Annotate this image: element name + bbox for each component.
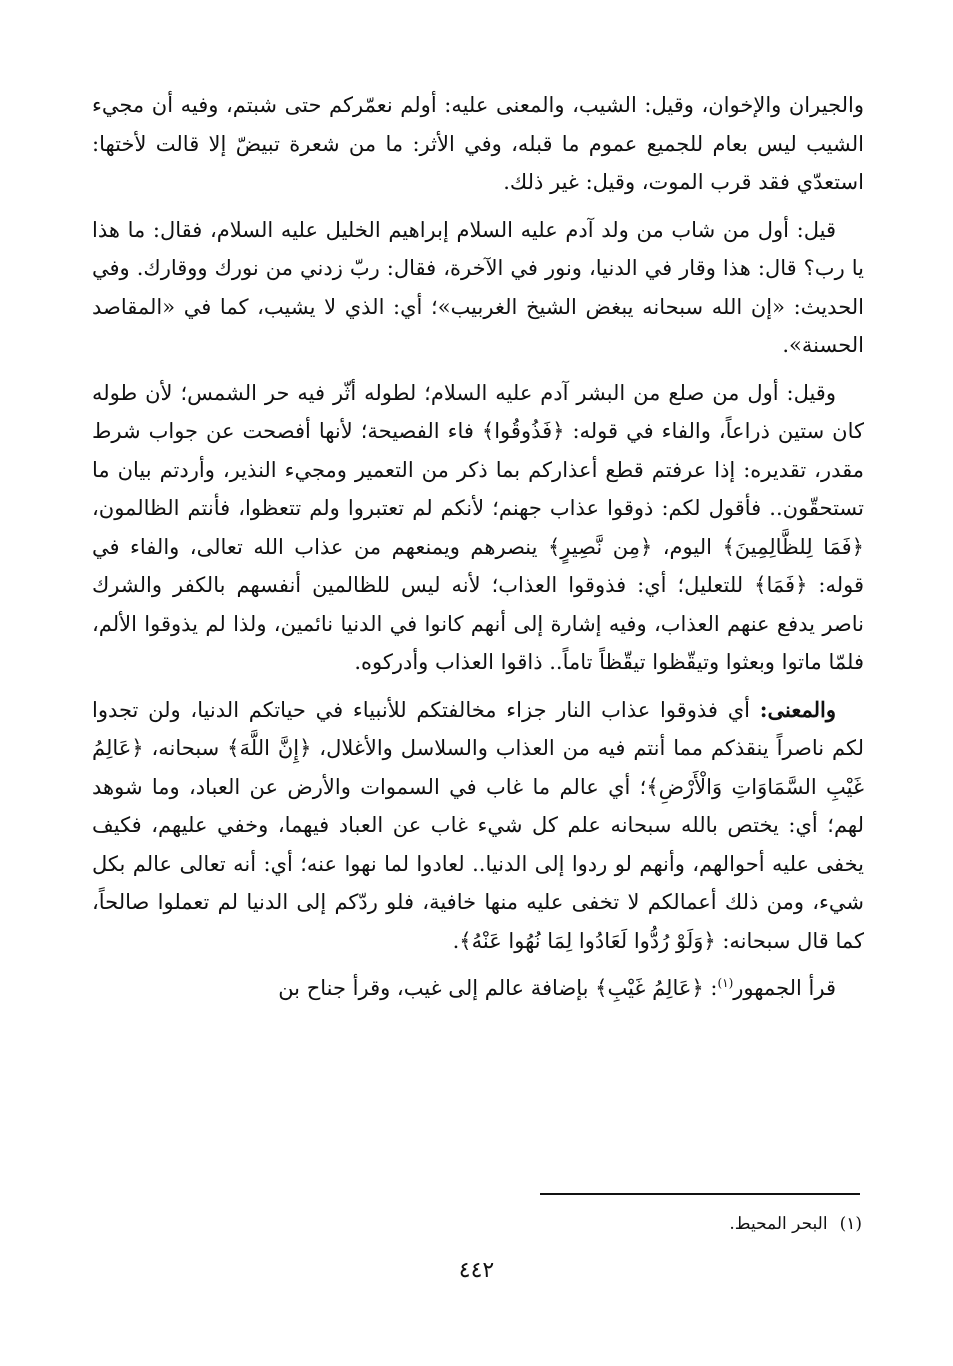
paragraph-4-lead: والمعنى: <box>759 696 836 722</box>
footnote-reference[interactable]: (١) <box>717 976 734 990</box>
footnote <box>520 1210 862 1238</box>
paragraph-2 <box>92 211 864 365</box>
paragraph-5-text-a: قرأ الجمهور <box>733 976 836 1000</box>
paragraph-5-text-b: : ﴿عَالِمُ غَيْبِ﴾ بإضافة عالم إلى غيب، وقرأ جناح بن <box>278 976 718 1000</box>
page-number: ٤٤٢ <box>458 1258 495 1283</box>
footnote-divider <box>540 1193 860 1195</box>
paragraph-4 <box>92 691 864 961</box>
paragraph-1-text: والجيران والإخوان، وقيل: الشيب، والمعنى عليه: أولم نعمّركم حتى شبتم، وفيه أن مجيء الشيب ليس بعام للجميع عموم ما قبله، وفي الأثر: ما من شعرة تبيضّ إلا قالت لأختها: استعدّي فقد قرب الموت، وقيل: غير ذلك. <box>92 93 864 194</box>
paragraph-3 <box>92 374 864 682</box>
footnote-text: البحر المحيط. <box>729 1214 828 1234</box>
paragraph-2-text: قيل: أول من شاب من ولد آدم عليه السلام إبراهيم الخليل عليه السلام، فقال: ما هذا يا رب؟ قال: هذا وقار في الدنيا، ونور في الآخرة، فقال: ربّ زدني من نورك ووقارك. وفي الحديث: «إن الله سبحانه يبغض الشيخ الغربيب»؛ أي: الذي لا يشيب، كما في «المقاصد الحسنة». <box>92 217 864 357</box>
paragraph-3-text: وقيل: أول من صلع من البشر آدم عليه السلام؛ لطوله أثّر فيه حر الشمس؛ لأن طوله كان ستين ذراعاً، والفاء في قوله: ﴿فَذُوقُوا﴾ فاء الفصيحة؛ لأنها أفصحت عن جواب شرط مقدر، تقديره: إذا عرفتم قطع أعذاركم بما ذكر من التعمير ومجيء النذير، وأردتم بيان ما تستحقّون.. فأقول لكم: ذوقوا عذاب جهنم؛ لأنكم لم تعتبروا ولم تتعظوا، فأنتم الظالمون، ﴿فَمَا لِلظَّالِمِينَ﴾ اليوم، ﴿مِن نَّصِيرٍ﴾ ينصرهم ويمنعهم من عذاب الله تعالى، والفاء في قوله: ﴿فَمَا﴾ للتعليل؛ أي: فذوقوا العذاب؛ لأنه ليس للظالمين أنفسهم بالكفر والشرك ناصر يدفع عنهم العذاب، وفيه إشارة إلى أنهم كانوا في الدنيا نائمين، ولذا لم يذوقوا الألم، فلمّا ماتوا وبعثوا وتيقّظوا تيقّظاً تاماً.. ذاقوا العذاب وأدركوه. <box>92 380 864 674</box>
paragraph-5 <box>92 969 864 1008</box>
paragraph-4-text: أي فذوقوا عذاب النار جزاء مخالفتكم للأنبياء في حياتكم الدنيا، ولن تجدوا لكم ناصراً ينقذكم مما أنتم فيه من العذاب والسلاسل والأغلال، ﴿إِنَّ اللَّهَ﴾ سبحانه، ﴿عَالِمُ غَيْبِ السَّمَاوَاتِ وَالْأَرْضِ﴾؛ أي عالم ما غاب في السموات والأرض عن العباد، وما شوهد لهم؛ أي: يختص بالله سبحانه علم كل شيء غاب عن العباد فيهما، وخفي عليهم، فكيف يخفى عليه أحوالهم، وأنهم لو ردوا إلى الدنيا.. لعادوا لما نهوا عنه؛ أي: أنه تعالى عالم بكل شيء، ومن ذلك أعمالكم لا تخفى عليه منها خافية، فلو ردّكم إلى الدنيا لم تعملوا صالحاً، كما قال سبحانه: ﴿وَلَوْ رُدُّوا لَعَادُوا لِمَا نُهُوا عَنْهُ﴾. <box>92 697 864 953</box>
page-body <box>92 86 864 1017</box>
footnote-number: (١) <box>839 1214 862 1234</box>
paragraph-1 <box>92 86 864 202</box>
